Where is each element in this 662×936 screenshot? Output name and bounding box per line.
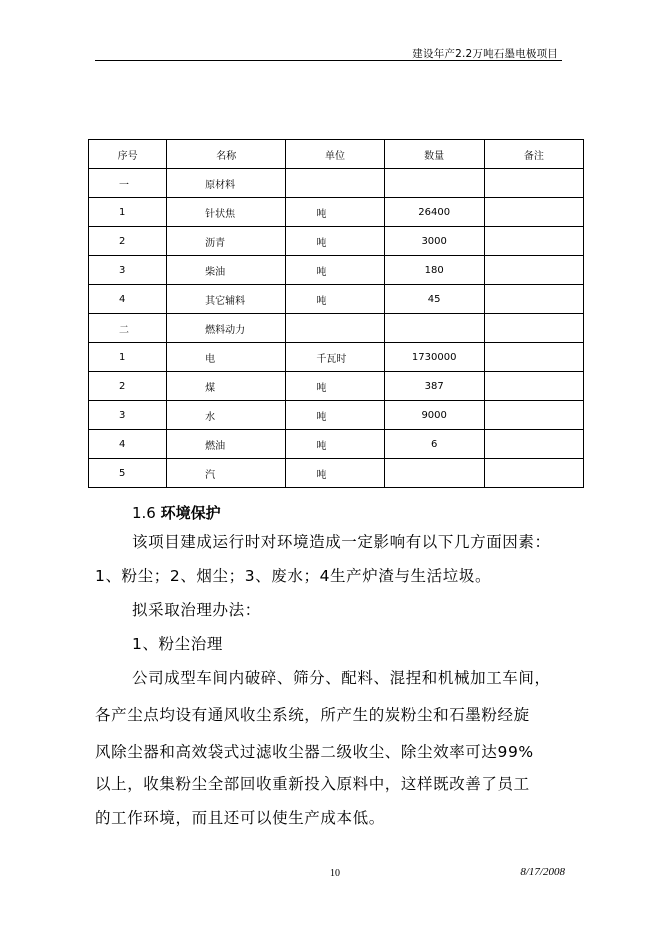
table-cell: 387	[384, 372, 484, 401]
table-cell	[484, 285, 583, 314]
table-cell	[484, 372, 583, 401]
table-cell: 吨	[286, 198, 384, 227]
paragraph-line: 以上，收集粉尘全部回收重新投入原料中，这样既改善了员工	[95, 775, 530, 793]
paragraph-line: 拟采取治理办法：	[132, 601, 261, 619]
table-cell: 2	[89, 227, 167, 256]
table-cell	[484, 314, 583, 343]
table-cell: 其它辅料	[167, 285, 286, 314]
paragraph-line: 的工作环境，而且还可以使生产成本低。	[95, 809, 385, 827]
table-cell: 原材料	[167, 169, 286, 198]
table-cell: 5	[89, 459, 167, 488]
paragraph-line: 1、粉尘；2、烟尘；3、废水；4生产炉渣与生活垃圾。	[95, 567, 492, 585]
table-cell: 煤	[167, 372, 286, 401]
table-cell: 汽	[167, 459, 286, 488]
paragraph-line: 公司成型车间内破碎、筛分、配料、混捏和机械加工车间，	[132, 669, 551, 687]
table-cell: 3000	[384, 227, 484, 256]
table-cell: 吨	[286, 401, 384, 430]
table-cell	[286, 169, 384, 198]
table-cell: 吨	[286, 430, 384, 459]
table-cell	[384, 169, 484, 198]
table-cell	[286, 314, 384, 343]
column-header: 数量	[384, 140, 484, 169]
table-cell: 1	[89, 343, 167, 372]
table-cell	[484, 169, 583, 198]
table-cell: 吨	[286, 227, 384, 256]
table-cell: 吨	[286, 256, 384, 285]
table-cell: 千瓦时	[286, 343, 384, 372]
table-cell: 6	[384, 430, 484, 459]
materials-table	[88, 139, 584, 488]
table-cell: 吨	[286, 285, 384, 314]
column-header: 序号	[89, 140, 167, 169]
section-number: 1.6	[132, 504, 156, 522]
table-cell: 二	[89, 314, 167, 343]
table-cell: 3	[89, 401, 167, 430]
table-cell	[484, 430, 583, 459]
table-cell: 3	[89, 256, 167, 285]
page-number: 10	[330, 868, 340, 879]
table-cell: 180	[384, 256, 484, 285]
column-header: 单位	[286, 140, 384, 169]
table-row	[89, 198, 584, 227]
table-cell: 26400	[384, 198, 484, 227]
section-heading	[132, 502, 221, 523]
header-title: 建设年产2.2万吨石墨电极项目	[412, 48, 558, 60]
table-row	[89, 256, 584, 285]
table-cell: 1730000	[384, 343, 484, 372]
column-header: 名称	[167, 140, 286, 169]
table-cell: 吨	[286, 372, 384, 401]
table-cell: 燃油	[167, 430, 286, 459]
table-cell: 1	[89, 198, 167, 227]
table-cell	[484, 227, 583, 256]
subheading: 1、粉尘治理	[132, 635, 223, 653]
table-header-row	[89, 140, 584, 169]
column-header: 备注	[484, 140, 583, 169]
table-row	[89, 430, 584, 459]
table-cell: 水	[167, 401, 286, 430]
table-cell: 9000	[384, 401, 484, 430]
table-row	[89, 343, 584, 372]
table-row	[89, 372, 584, 401]
table-cell	[384, 314, 484, 343]
table-cell: 4	[89, 430, 167, 459]
footer-date: 8/17/2008	[520, 866, 565, 878]
table-row	[89, 459, 584, 488]
table-cell: 电	[167, 343, 286, 372]
table-cell: 一	[89, 169, 167, 198]
table-row	[89, 227, 584, 256]
table-cell	[484, 256, 583, 285]
table-cell: 2	[89, 372, 167, 401]
paragraph-line: 该项目建成运行时对环境造成一定影响有以下几方面因素：	[132, 533, 551, 551]
table-cell	[484, 198, 583, 227]
table-row	[89, 169, 584, 198]
table-cell: 沥青	[167, 227, 286, 256]
table-row	[89, 314, 584, 343]
table-cell	[484, 459, 583, 488]
table-cell	[384, 459, 484, 488]
paragraph-line: 各产尘点均设有通风收尘系统，所产生的炭粉尘和石墨粉经旋	[95, 706, 530, 724]
header-rule	[95, 60, 562, 61]
table-cell: 柴油	[167, 256, 286, 285]
table-cell: 4	[89, 285, 167, 314]
paragraph-line: 风除尘器和高效袋式过滤收尘器二级收尘、除尘效率可达99%	[95, 743, 534, 761]
table-cell: 燃料动力	[167, 314, 286, 343]
table-row	[89, 401, 584, 430]
table-cell	[484, 401, 583, 430]
section-title: 环境保护	[160, 504, 221, 522]
table-cell: 45	[384, 285, 484, 314]
table-cell	[484, 343, 583, 372]
table-row	[89, 285, 584, 314]
table-cell: 针状焦	[167, 198, 286, 227]
table-cell: 吨	[286, 459, 384, 488]
